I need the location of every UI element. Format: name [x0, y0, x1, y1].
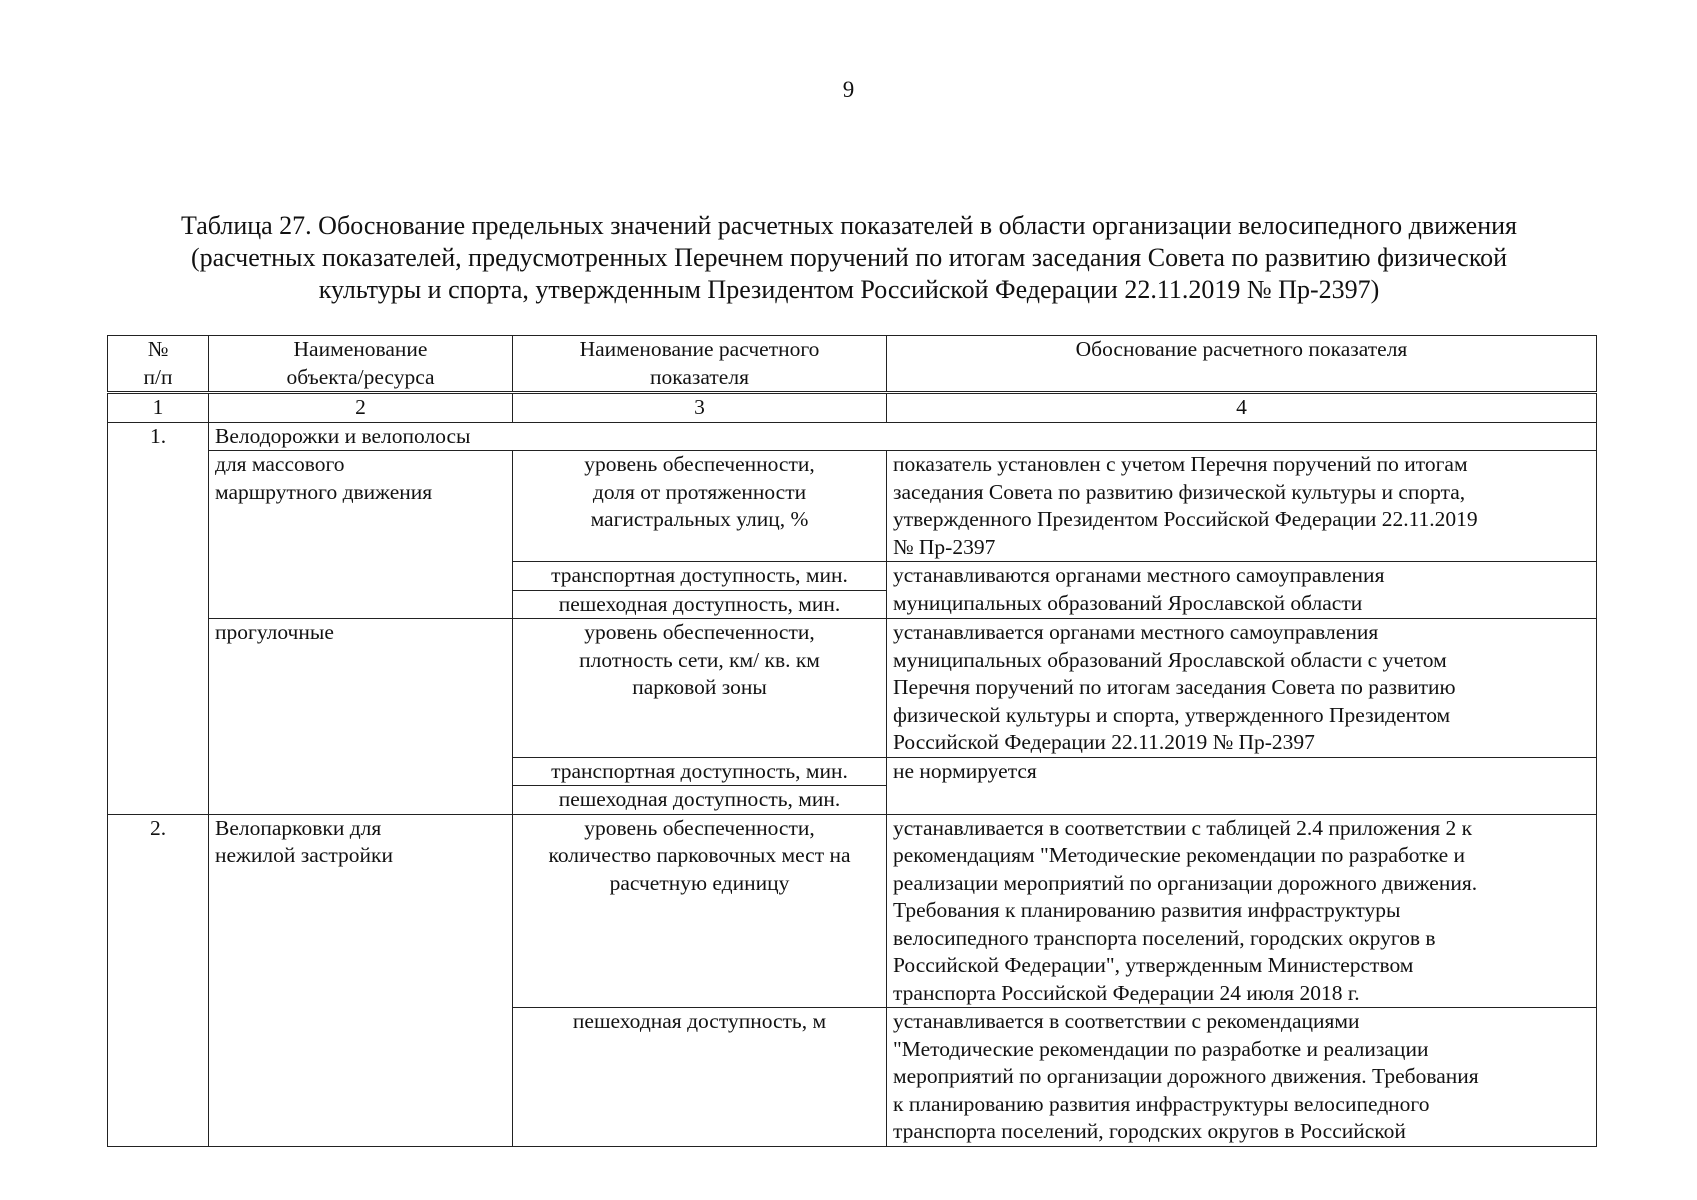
table-caption	[104, 210, 1594, 306]
header-justification: Обоснование расчетного показателя	[887, 336, 1597, 393]
indicator-cell: транспортная доступность, мин.	[513, 562, 887, 591]
indicator-cell: пешеходная доступность, мин.	[513, 786, 887, 815]
justification-cell: не нормируется	[887, 757, 1597, 814]
caption-line-1: Таблица 27. Обоснование предельных значений расчетных показателей в области организации велосипедного движения	[180, 211, 1518, 240]
header-indicator: Наименование расчетного показателя	[513, 336, 887, 393]
column-number: 3	[513, 393, 887, 423]
object-name: Велопарковки для нежилой застройки	[209, 814, 513, 1146]
indicator-cell: транспортная доступность, мин.	[513, 757, 887, 786]
indicator-cell: уровень обеспеченности, доля от протяженности магистральных улиц, %	[513, 451, 887, 562]
indicator-cell: уровень обеспеченности, количество парковочных мест на расчетную единицу	[513, 814, 887, 1008]
section-number: 2.	[108, 814, 209, 1146]
column-number-row	[108, 393, 1597, 423]
justification-cell: устанавливается органами местного самоуправления муниципальных образований Ярославской области с учетом Перечня поручений по итогам заседания Совета по развитию физической культуры и спорта, утвержденного Президентом Российской Федерации 22.11.2019 № Пр-2397	[887, 619, 1597, 758]
caption-line-3: культуры и спорта, утвержденным Президентом Российской Федерации 22.11.2019 № Пр-2397)	[318, 275, 1380, 304]
justification-cell: показатель установлен с учетом Перечня поручений по итогам заседания Совета по развитию физической культуры и спорта, утвержденного Президентом Российской Федерации 22.11.2019 № Пр-2397	[887, 451, 1597, 562]
justification-cell: устанавливается в соответствии с рекомендациями "Методические рекомендации по разработке и реализации мероприятий по организации дорожного движения. Требования к планированию развития инфраструктуры велосипедного транспорта поселений, городских округов в Российской	[887, 1008, 1597, 1147]
indicator-cell: пешеходная доступность, м	[513, 1008, 887, 1147]
object-name: прогулочные	[209, 619, 513, 815]
table-row	[108, 619, 1597, 758]
caption-line-2: (расчетных показателей, предусмотренных Перечнем поручений по итогам заседания Совета по развитию физической	[190, 243, 1508, 272]
page-number: 9	[842, 77, 855, 102]
table-row	[108, 814, 1597, 1008]
section-title: Велодорожки и велополосы	[209, 422, 1597, 451]
object-name: для массового маршрутного движения	[209, 451, 513, 619]
header-object: Наименование объекта/ресурса	[209, 336, 513, 393]
header-number: № п/п	[108, 336, 209, 393]
column-number: 4	[887, 393, 1597, 423]
justification-table	[107, 335, 1597, 1147]
table-row	[108, 451, 1597, 562]
justification-cell: устанавливаются органами местного самоуправления муниципальных образований Ярославской области	[887, 562, 1597, 619]
header-row	[108, 336, 1597, 393]
indicator-cell: уровень обеспеченности, плотность сети, км/ кв. км парковой зоны	[513, 619, 887, 758]
column-number: 1	[108, 393, 209, 423]
table-row	[108, 422, 1597, 451]
justification-cell: устанавливается в соответствии с таблицей 2.4 приложения 2 к рекомендациям "Методические рекомендации по разработке и реализации мероприятий по организации дорожного движения. Требования к планированию развития инфраструктуры велосипедного транспорта поселений, городских округов в Российской Федерации", утвержденным Министерством транспорта Российской Федерации 24 июля 2018 г.	[887, 814, 1597, 1008]
indicator-cell: пешеходная доступность, мин.	[513, 590, 887, 619]
column-number: 2	[209, 393, 513, 423]
section-number: 1.	[108, 422, 209, 814]
